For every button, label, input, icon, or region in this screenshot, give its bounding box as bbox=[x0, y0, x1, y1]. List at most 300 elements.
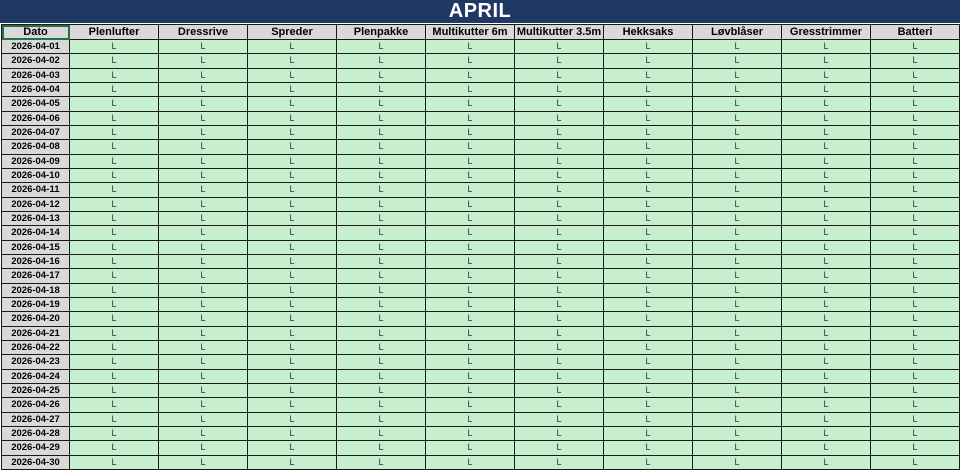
status-cell[interactable]: L bbox=[693, 140, 782, 154]
status-cell[interactable]: L bbox=[248, 111, 337, 125]
status-cell[interactable]: L bbox=[604, 441, 693, 455]
status-cell[interactable]: L bbox=[159, 254, 248, 268]
status-cell[interactable]: L bbox=[159, 226, 248, 240]
status-cell[interactable]: L bbox=[337, 154, 426, 168]
status-cell[interactable]: L bbox=[159, 355, 248, 369]
status-cell[interactable]: L bbox=[693, 54, 782, 68]
status-cell[interactable]: L bbox=[70, 369, 159, 383]
status-cell[interactable]: L bbox=[159, 40, 248, 54]
status-cell[interactable]: L bbox=[604, 40, 693, 54]
status-cell[interactable]: L bbox=[782, 226, 871, 240]
status-cell[interactable]: L bbox=[871, 297, 960, 311]
status-cell[interactable]: L bbox=[871, 269, 960, 283]
date-cell[interactable]: 2026-04-26 bbox=[2, 398, 70, 412]
status-cell[interactable]: L bbox=[337, 111, 426, 125]
header-cell[interactable]: Batteri bbox=[871, 25, 960, 40]
status-cell[interactable]: L bbox=[248, 355, 337, 369]
status-cell[interactable]: L bbox=[426, 111, 515, 125]
status-cell[interactable]: L bbox=[515, 412, 604, 426]
status-cell[interactable]: L bbox=[426, 40, 515, 54]
header-cell[interactable]: Multikutter 3.5m bbox=[515, 25, 604, 40]
status-cell[interactable]: L bbox=[871, 426, 960, 440]
status-cell[interactable]: L bbox=[871, 355, 960, 369]
status-cell[interactable]: L bbox=[604, 226, 693, 240]
status-cell[interactable]: L bbox=[693, 441, 782, 455]
date-cell[interactable]: 2026-04-20 bbox=[2, 312, 70, 326]
status-cell[interactable]: L bbox=[871, 240, 960, 254]
status-cell[interactable]: L bbox=[426, 254, 515, 268]
status-cell[interactable]: L bbox=[604, 111, 693, 125]
status-cell[interactable]: L bbox=[693, 340, 782, 354]
status-cell[interactable]: L bbox=[159, 412, 248, 426]
status-cell[interactable]: L bbox=[426, 168, 515, 182]
status-cell[interactable]: L bbox=[70, 426, 159, 440]
status-cell[interactable]: L bbox=[604, 369, 693, 383]
status-cell[interactable]: L bbox=[248, 168, 337, 182]
status-cell[interactable]: L bbox=[426, 197, 515, 211]
status-cell[interactable]: L bbox=[70, 312, 159, 326]
status-cell[interactable]: L bbox=[159, 340, 248, 354]
status-cell[interactable]: L bbox=[248, 297, 337, 311]
status-cell[interactable]: L bbox=[515, 82, 604, 96]
status-cell[interactable]: L bbox=[782, 383, 871, 397]
status-cell[interactable]: L bbox=[337, 140, 426, 154]
status-cell[interactable]: L bbox=[337, 226, 426, 240]
status-cell[interactable]: L bbox=[337, 82, 426, 96]
status-cell[interactable]: L bbox=[70, 68, 159, 82]
status-cell[interactable]: L bbox=[426, 355, 515, 369]
status-cell[interactable]: L bbox=[426, 140, 515, 154]
date-cell[interactable]: 2026-04-19 bbox=[2, 297, 70, 311]
date-cell[interactable]: 2026-04-23 bbox=[2, 355, 70, 369]
status-cell[interactable]: L bbox=[248, 240, 337, 254]
status-cell[interactable]: L bbox=[70, 340, 159, 354]
status-cell[interactable]: L bbox=[604, 283, 693, 297]
status-cell[interactable]: L bbox=[248, 283, 337, 297]
status-cell[interactable]: L bbox=[604, 68, 693, 82]
status-cell[interactable]: L bbox=[693, 97, 782, 111]
status-cell[interactable]: L bbox=[693, 197, 782, 211]
status-cell[interactable]: L bbox=[337, 369, 426, 383]
status-cell[interactable]: L bbox=[159, 398, 248, 412]
status-cell[interactable]: L bbox=[871, 111, 960, 125]
status-cell[interactable]: L bbox=[693, 383, 782, 397]
date-cell[interactable]: 2026-04-05 bbox=[2, 97, 70, 111]
status-cell[interactable]: L bbox=[693, 426, 782, 440]
status-cell[interactable]: L bbox=[693, 369, 782, 383]
status-cell[interactable]: L bbox=[782, 68, 871, 82]
date-cell[interactable]: 2026-04-17 bbox=[2, 269, 70, 283]
header-cell[interactable]: Spreder bbox=[248, 25, 337, 40]
status-cell[interactable]: L bbox=[871, 312, 960, 326]
status-cell[interactable]: L bbox=[515, 226, 604, 240]
status-cell[interactable]: L bbox=[70, 168, 159, 182]
status-cell[interactable]: L bbox=[871, 82, 960, 96]
status-cell[interactable]: L bbox=[871, 140, 960, 154]
status-cell[interactable]: L bbox=[248, 312, 337, 326]
status-cell[interactable]: L bbox=[426, 312, 515, 326]
status-cell[interactable]: L bbox=[693, 326, 782, 340]
status-cell[interactable]: L bbox=[693, 412, 782, 426]
status-cell[interactable]: L bbox=[426, 211, 515, 225]
status-cell[interactable]: L bbox=[782, 54, 871, 68]
date-cell[interactable]: 2026-04-29 bbox=[2, 441, 70, 455]
status-cell[interactable]: L bbox=[70, 283, 159, 297]
status-cell[interactable]: L bbox=[782, 369, 871, 383]
status-cell[interactable]: L bbox=[159, 54, 248, 68]
status-cell[interactable]: L bbox=[693, 154, 782, 168]
status-cell[interactable]: L bbox=[604, 183, 693, 197]
status-cell[interactable]: L bbox=[70, 40, 159, 54]
status-cell[interactable]: L bbox=[337, 68, 426, 82]
status-cell[interactable]: L bbox=[515, 398, 604, 412]
date-cell[interactable]: 2026-04-27 bbox=[2, 412, 70, 426]
status-cell[interactable]: L bbox=[248, 82, 337, 96]
status-cell[interactable]: L bbox=[70, 254, 159, 268]
status-cell[interactable]: L bbox=[693, 40, 782, 54]
status-cell[interactable]: L bbox=[871, 226, 960, 240]
status-cell[interactable]: L bbox=[871, 383, 960, 397]
status-cell[interactable]: L bbox=[515, 297, 604, 311]
status-cell[interactable]: L bbox=[871, 183, 960, 197]
status-cell[interactable]: L bbox=[515, 383, 604, 397]
status-cell[interactable]: L bbox=[70, 383, 159, 397]
status-cell[interactable]: L bbox=[782, 254, 871, 268]
status-cell[interactable]: L bbox=[782, 111, 871, 125]
status-cell[interactable]: L bbox=[70, 154, 159, 168]
status-cell[interactable]: L bbox=[871, 154, 960, 168]
status-cell[interactable]: L bbox=[159, 441, 248, 455]
status-cell[interactable]: L bbox=[248, 326, 337, 340]
date-cell[interactable]: 2026-04-28 bbox=[2, 426, 70, 440]
status-cell[interactable]: L bbox=[693, 455, 782, 469]
status-cell[interactable]: L bbox=[426, 54, 515, 68]
date-cell[interactable]: 2026-04-21 bbox=[2, 326, 70, 340]
status-cell[interactable]: L bbox=[782, 40, 871, 54]
date-cell[interactable]: 2026-04-07 bbox=[2, 125, 70, 139]
status-cell[interactable]: L bbox=[782, 283, 871, 297]
status-cell[interactable]: L bbox=[515, 254, 604, 268]
status-cell[interactable]: L bbox=[871, 369, 960, 383]
date-cell[interactable]: 2026-04-12 bbox=[2, 197, 70, 211]
status-cell[interactable]: L bbox=[693, 82, 782, 96]
status-cell[interactable]: L bbox=[693, 283, 782, 297]
status-cell[interactable]: L bbox=[248, 254, 337, 268]
status-cell[interactable]: L bbox=[604, 398, 693, 412]
status-cell[interactable]: L bbox=[337, 40, 426, 54]
status-cell[interactable]: L bbox=[871, 283, 960, 297]
status-cell[interactable]: L bbox=[70, 183, 159, 197]
status-cell[interactable]: L bbox=[337, 269, 426, 283]
status-cell[interactable]: L bbox=[70, 111, 159, 125]
status-cell[interactable]: L bbox=[337, 125, 426, 139]
status-cell[interactable]: L bbox=[604, 340, 693, 354]
status-cell[interactable]: L bbox=[693, 297, 782, 311]
status-cell[interactable]: L bbox=[693, 226, 782, 240]
status-cell[interactable]: L bbox=[426, 183, 515, 197]
status-cell[interactable]: L bbox=[70, 226, 159, 240]
status-cell[interactable]: L bbox=[782, 197, 871, 211]
date-cell[interactable]: 2026-04-04 bbox=[2, 82, 70, 96]
status-cell[interactable]: L bbox=[515, 197, 604, 211]
status-cell[interactable]: L bbox=[70, 82, 159, 96]
date-cell[interactable]: 2026-04-25 bbox=[2, 383, 70, 397]
status-cell[interactable]: L bbox=[248, 197, 337, 211]
status-cell[interactable]: L bbox=[159, 326, 248, 340]
header-cell[interactable]: Plenpakke bbox=[337, 25, 426, 40]
status-cell[interactable]: L bbox=[337, 97, 426, 111]
date-cell[interactable]: 2026-04-30 bbox=[2, 455, 70, 469]
status-cell[interactable]: L bbox=[515, 240, 604, 254]
status-cell[interactable]: L bbox=[693, 269, 782, 283]
status-cell[interactable]: L bbox=[782, 82, 871, 96]
status-cell[interactable]: L bbox=[70, 97, 159, 111]
status-cell[interactable]: L bbox=[70, 441, 159, 455]
status-cell[interactable]: L bbox=[426, 269, 515, 283]
status-cell[interactable]: L bbox=[604, 312, 693, 326]
status-cell[interactable]: L bbox=[515, 125, 604, 139]
status-cell[interactable]: L bbox=[871, 168, 960, 182]
status-cell[interactable]: L bbox=[426, 426, 515, 440]
date-cell[interactable]: 2026-04-08 bbox=[2, 140, 70, 154]
status-cell[interactable]: L bbox=[871, 455, 960, 469]
status-cell[interactable]: L bbox=[159, 197, 248, 211]
status-cell[interactable]: L bbox=[159, 240, 248, 254]
status-cell[interactable]: L bbox=[782, 154, 871, 168]
status-cell[interactable]: L bbox=[515, 455, 604, 469]
status-cell[interactable]: L bbox=[426, 68, 515, 82]
status-cell[interactable]: L bbox=[782, 297, 871, 311]
status-cell[interactable]: L bbox=[604, 355, 693, 369]
date-cell[interactable]: 2026-04-16 bbox=[2, 254, 70, 268]
status-cell[interactable]: L bbox=[604, 54, 693, 68]
status-cell[interactable]: L bbox=[515, 312, 604, 326]
status-cell[interactable]: L bbox=[159, 111, 248, 125]
status-cell[interactable]: L bbox=[248, 426, 337, 440]
status-cell[interactable]: L bbox=[604, 168, 693, 182]
status-cell[interactable]: L bbox=[159, 183, 248, 197]
status-cell[interactable]: L bbox=[248, 269, 337, 283]
status-cell[interactable]: L bbox=[70, 211, 159, 225]
header-cell[interactable]: Dressrive bbox=[159, 25, 248, 40]
status-cell[interactable]: L bbox=[159, 211, 248, 225]
status-cell[interactable]: L bbox=[604, 412, 693, 426]
status-cell[interactable]: L bbox=[70, 398, 159, 412]
status-cell[interactable]: L bbox=[426, 326, 515, 340]
status-cell[interactable]: L bbox=[426, 340, 515, 354]
date-cell[interactable]: 2026-04-10 bbox=[2, 168, 70, 182]
status-cell[interactable]: L bbox=[426, 283, 515, 297]
status-cell[interactable]: L bbox=[426, 455, 515, 469]
status-cell[interactable]: L bbox=[782, 455, 871, 469]
status-cell[interactable]: L bbox=[871, 197, 960, 211]
status-cell[interactable]: L bbox=[693, 398, 782, 412]
status-cell[interactable]: L bbox=[248, 455, 337, 469]
status-cell[interactable]: L bbox=[782, 412, 871, 426]
status-cell[interactable]: L bbox=[782, 140, 871, 154]
status-cell[interactable]: L bbox=[515, 269, 604, 283]
date-cell[interactable]: 2026-04-22 bbox=[2, 340, 70, 354]
status-cell[interactable]: L bbox=[515, 111, 604, 125]
status-cell[interactable]: L bbox=[426, 383, 515, 397]
status-cell[interactable]: L bbox=[604, 426, 693, 440]
status-cell[interactable]: L bbox=[159, 369, 248, 383]
status-cell[interactable]: L bbox=[693, 355, 782, 369]
status-cell[interactable]: L bbox=[515, 168, 604, 182]
status-cell[interactable]: L bbox=[70, 355, 159, 369]
status-cell[interactable]: L bbox=[604, 455, 693, 469]
status-cell[interactable]: L bbox=[426, 97, 515, 111]
status-cell[interactable]: L bbox=[337, 168, 426, 182]
status-cell[interactable]: L bbox=[70, 297, 159, 311]
status-cell[interactable]: L bbox=[248, 154, 337, 168]
status-cell[interactable]: L bbox=[337, 312, 426, 326]
status-cell[interactable]: L bbox=[337, 183, 426, 197]
status-cell[interactable]: L bbox=[604, 82, 693, 96]
status-cell[interactable]: L bbox=[782, 326, 871, 340]
status-cell[interactable]: L bbox=[337, 211, 426, 225]
status-cell[interactable]: L bbox=[515, 183, 604, 197]
status-cell[interactable]: L bbox=[159, 168, 248, 182]
status-cell[interactable]: L bbox=[159, 269, 248, 283]
status-cell[interactable]: L bbox=[693, 111, 782, 125]
status-cell[interactable]: L bbox=[515, 355, 604, 369]
status-cell[interactable]: L bbox=[426, 297, 515, 311]
status-cell[interactable]: L bbox=[159, 140, 248, 154]
status-cell[interactable]: L bbox=[515, 140, 604, 154]
status-cell[interactable]: L bbox=[871, 68, 960, 82]
date-cell[interactable]: 2026-04-18 bbox=[2, 283, 70, 297]
status-cell[interactable]: L bbox=[515, 97, 604, 111]
status-cell[interactable]: L bbox=[337, 240, 426, 254]
status-cell[interactable]: L bbox=[515, 283, 604, 297]
status-cell[interactable]: L bbox=[337, 54, 426, 68]
status-cell[interactable]: L bbox=[782, 398, 871, 412]
status-cell[interactable]: L bbox=[515, 426, 604, 440]
status-cell[interactable]: L bbox=[70, 197, 159, 211]
status-cell[interactable]: L bbox=[782, 183, 871, 197]
status-cell[interactable]: L bbox=[604, 269, 693, 283]
status-cell[interactable]: L bbox=[604, 254, 693, 268]
status-cell[interactable]: L bbox=[248, 441, 337, 455]
status-cell[interactable]: L bbox=[693, 211, 782, 225]
status-cell[interactable]: L bbox=[426, 154, 515, 168]
status-cell[interactable]: L bbox=[782, 168, 871, 182]
status-cell[interactable]: L bbox=[782, 240, 871, 254]
status-cell[interactable]: L bbox=[248, 340, 337, 354]
status-cell[interactable]: L bbox=[159, 312, 248, 326]
status-cell[interactable]: L bbox=[515, 441, 604, 455]
status-cell[interactable]: L bbox=[248, 369, 337, 383]
status-cell[interactable]: L bbox=[337, 197, 426, 211]
status-cell[interactable]: L bbox=[248, 40, 337, 54]
date-cell[interactable]: 2026-04-11 bbox=[2, 183, 70, 197]
status-cell[interactable]: L bbox=[248, 125, 337, 139]
status-cell[interactable]: L bbox=[515, 369, 604, 383]
status-cell[interactable]: L bbox=[693, 68, 782, 82]
status-cell[interactable]: L bbox=[426, 398, 515, 412]
status-cell[interactable]: L bbox=[693, 240, 782, 254]
status-cell[interactable]: L bbox=[159, 68, 248, 82]
status-cell[interactable]: L bbox=[70, 140, 159, 154]
status-cell[interactable]: L bbox=[248, 412, 337, 426]
status-cell[interactable]: L bbox=[604, 383, 693, 397]
status-cell[interactable]: L bbox=[782, 426, 871, 440]
status-cell[interactable]: L bbox=[871, 254, 960, 268]
status-cell[interactable]: L bbox=[70, 412, 159, 426]
status-cell[interactable]: L bbox=[70, 240, 159, 254]
date-cell[interactable]: 2026-04-15 bbox=[2, 240, 70, 254]
status-cell[interactable]: L bbox=[871, 412, 960, 426]
status-cell[interactable]: L bbox=[426, 441, 515, 455]
status-cell[interactable]: L bbox=[248, 140, 337, 154]
status-cell[interactable]: L bbox=[871, 97, 960, 111]
status-cell[interactable]: L bbox=[337, 412, 426, 426]
status-cell[interactable]: L bbox=[337, 254, 426, 268]
status-cell[interactable]: L bbox=[515, 68, 604, 82]
status-cell[interactable]: L bbox=[337, 426, 426, 440]
status-cell[interactable]: L bbox=[337, 383, 426, 397]
status-cell[interactable]: L bbox=[871, 211, 960, 225]
status-cell[interactable]: L bbox=[337, 297, 426, 311]
status-cell[interactable]: L bbox=[782, 211, 871, 225]
status-cell[interactable]: L bbox=[782, 441, 871, 455]
status-cell[interactable]: L bbox=[70, 269, 159, 283]
status-cell[interactable]: L bbox=[782, 125, 871, 139]
status-cell[interactable]: L bbox=[70, 455, 159, 469]
status-cell[interactable]: L bbox=[604, 211, 693, 225]
status-cell[interactable]: L bbox=[604, 240, 693, 254]
status-cell[interactable]: L bbox=[871, 125, 960, 139]
status-cell[interactable]: L bbox=[337, 326, 426, 340]
status-cell[interactable]: L bbox=[871, 54, 960, 68]
status-cell[interactable]: L bbox=[604, 297, 693, 311]
status-cell[interactable]: L bbox=[248, 183, 337, 197]
status-cell[interactable]: L bbox=[871, 40, 960, 54]
status-cell[interactable]: L bbox=[159, 426, 248, 440]
date-cell[interactable]: 2026-04-01 bbox=[2, 40, 70, 54]
status-cell[interactable]: L bbox=[159, 383, 248, 397]
status-cell[interactable]: L bbox=[871, 441, 960, 455]
status-cell[interactable]: L bbox=[693, 168, 782, 182]
status-cell[interactable]: L bbox=[70, 326, 159, 340]
status-cell[interactable]: L bbox=[782, 269, 871, 283]
status-cell[interactable]: L bbox=[871, 340, 960, 354]
status-cell[interactable]: L bbox=[693, 254, 782, 268]
date-cell[interactable]: 2026-04-06 bbox=[2, 111, 70, 125]
date-cell[interactable]: 2026-04-09 bbox=[2, 154, 70, 168]
status-cell[interactable]: L bbox=[426, 226, 515, 240]
status-cell[interactable]: L bbox=[159, 455, 248, 469]
status-cell[interactable]: L bbox=[426, 369, 515, 383]
status-cell[interactable]: L bbox=[337, 283, 426, 297]
status-cell[interactable]: L bbox=[515, 340, 604, 354]
status-cell[interactable]: L bbox=[248, 398, 337, 412]
status-cell[interactable]: L bbox=[871, 398, 960, 412]
status-cell[interactable]: L bbox=[248, 383, 337, 397]
status-cell[interactable]: L bbox=[604, 154, 693, 168]
status-cell[interactable]: L bbox=[426, 240, 515, 254]
status-cell[interactable]: L bbox=[426, 82, 515, 96]
status-cell[interactable]: L bbox=[159, 297, 248, 311]
status-cell[interactable]: L bbox=[693, 312, 782, 326]
status-cell[interactable]: L bbox=[604, 197, 693, 211]
status-cell[interactable]: L bbox=[782, 355, 871, 369]
date-cell[interactable]: 2026-04-24 bbox=[2, 369, 70, 383]
status-cell[interactable]: L bbox=[693, 183, 782, 197]
status-cell[interactable]: L bbox=[70, 54, 159, 68]
status-cell[interactable]: L bbox=[515, 54, 604, 68]
